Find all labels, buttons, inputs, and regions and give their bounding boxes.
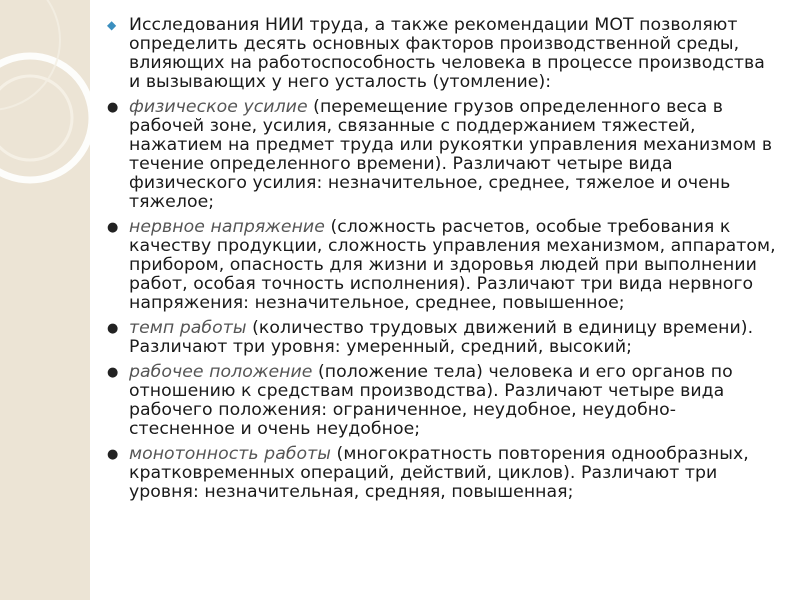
- intro-text: Исследования НИИ труда, а также рекомендации МОТ позволяют определить десять основных факторов производственной среды, влияющих на работоспособность человека в процессе производства и вызывающих у него усталость (утомление):: [129, 15, 765, 92]
- round-bullet-icon: ●: [107, 447, 119, 462]
- list-item: [107, 445, 777, 502]
- list-item: [107, 363, 777, 439]
- round-bullet-icon: ●: [107, 220, 119, 235]
- factor-term: нервное напряжение: [129, 217, 325, 237]
- decorative-circles: [0, 0, 90, 600]
- intro-paragraph: [107, 16, 777, 92]
- decorative-side-band: [0, 0, 90, 600]
- factor-term: физическое усилие: [129, 97, 308, 117]
- round-bullet-icon: ●: [107, 365, 119, 380]
- slide-content: [107, 16, 777, 508]
- factor-description: (сложность расчетов, особые требования к качеству продукции, сложность управления механизмом, аппаратом, прибором, опасность для жизни и здоровья людей при выполнении работ, особая точность исполнения). Различают три вида нервного напряжения: незначительное, среднее, повышенное;: [129, 217, 776, 313]
- diamond-bullet-icon: ◆: [107, 18, 117, 32]
- factor-description: (многократность повторения однообразных, кратковременных операций, действий, циклов). Различают три уровня: незначительная, средняя, повышенная;: [129, 444, 749, 502]
- list-item: [107, 98, 777, 212]
- round-bullet-icon: ●: [107, 321, 119, 336]
- factor-description: (количество трудовых движений в единицу времени). Различают три уровня: умеренный, средний, высокий;: [129, 318, 754, 357]
- factor-term: темп работы: [129, 318, 247, 338]
- factor-description: (перемещение грузов определенного веса в рабочей зоне, усилия, связанные с поддержанием тяжестей, нажатием на предмет труда или рукоятки управления механизмом в течение определенного времени). Различают четыре вида физического усилия: незначительное, среднее, тяжелое и очень тяжелое;: [129, 97, 773, 212]
- list-item: [107, 218, 777, 313]
- factor-term: рабочее положение: [129, 362, 313, 382]
- factor-description: (положение тела) человека и его органов по отношению к средствам производства). Различают четыре вида рабочего положения: ограниченное, неудобное, неудобно-стесненное и очень неудобное;: [129, 362, 733, 439]
- list-item: [107, 319, 777, 357]
- factor-term: монотонность работы: [129, 444, 331, 464]
- round-bullet-icon: ●: [107, 100, 119, 115]
